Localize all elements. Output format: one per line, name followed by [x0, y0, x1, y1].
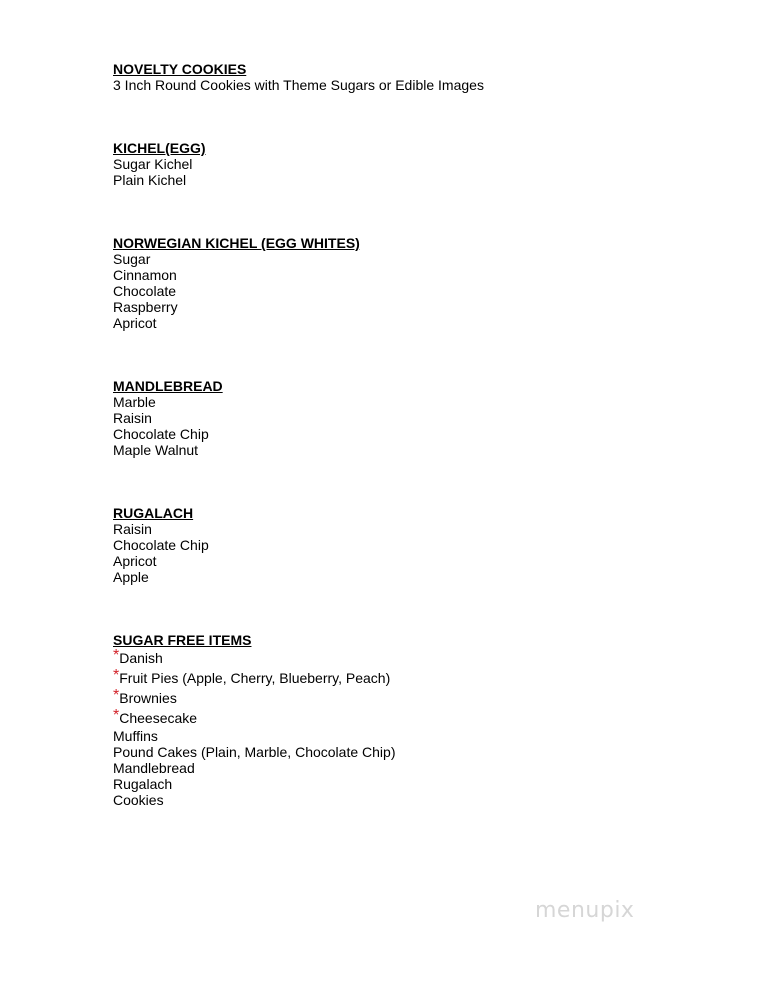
list-item-starred [113, 708, 395, 728]
list-item-label: Cheesecake [119, 710, 198, 726]
section-novelty-cookies [113, 61, 484, 93]
list-item: Chocolate Chip [113, 537, 209, 553]
list-item: Chocolate [113, 283, 177, 299]
list-item-starred [113, 648, 395, 668]
asterisk-icon: * [113, 667, 120, 684]
list-item: Maple Walnut [113, 442, 199, 458]
section-sugar-free-items [113, 632, 395, 808]
list-item: Apple [113, 569, 149, 585]
asterisk-icon: * [113, 687, 120, 704]
list-item-label: Brownies [119, 690, 177, 706]
list-item-label: Danish [119, 650, 163, 666]
list-item: Sugar [113, 251, 151, 267]
list-item: Cookies [113, 792, 164, 808]
section-title: RUGALACH [113, 505, 194, 521]
list-item-label: Fruit Pies (Apple, Cherry, Blueberry, Peach) [119, 670, 391, 686]
section-title: NORWEGIAN KICHEL (EGG WHITES) [113, 235, 360, 251]
list-item-starred [113, 688, 395, 708]
asterisk-icon: * [113, 707, 120, 724]
section-kichel-egg [113, 140, 206, 188]
list-item: Chocolate Chip [113, 426, 209, 442]
list-item: Cinnamon [113, 267, 177, 283]
list-item: 3 Inch Round Cookies with Theme Sugars or Edible Images [113, 77, 484, 93]
list-item: Raisin [113, 521, 152, 537]
list-item: Apricot [113, 553, 157, 569]
list-item: Muffins [113, 728, 158, 744]
list-item-starred [113, 668, 395, 688]
list-item: Raisin [113, 410, 152, 426]
section-title: SUGAR FREE ITEMS [113, 632, 252, 648]
list-item: Rugalach [113, 776, 173, 792]
list-item: Apricot [113, 315, 157, 331]
list-item: Sugar Kichel [113, 156, 193, 172]
list-item: Raspberry [113, 299, 178, 315]
section-rugalach [113, 505, 209, 585]
list-item: Plain Kichel [113, 172, 187, 188]
section-title: NOVELTY COOKIES [113, 61, 247, 77]
list-item: Mandlebread [113, 760, 195, 776]
section-title: KICHEL(EGG) [113, 140, 206, 156]
section-mandlebread [113, 378, 223, 458]
asterisk-icon: * [113, 647, 120, 664]
section-norwegian-kichel [113, 235, 360, 331]
section-title: MANDLEBREAD [113, 378, 223, 394]
list-item: Marble [113, 394, 156, 410]
menupix-watermark: menupix [535, 898, 635, 923]
list-item: Pound Cakes (Plain, Marble, Chocolate Chip) [113, 744, 396, 760]
